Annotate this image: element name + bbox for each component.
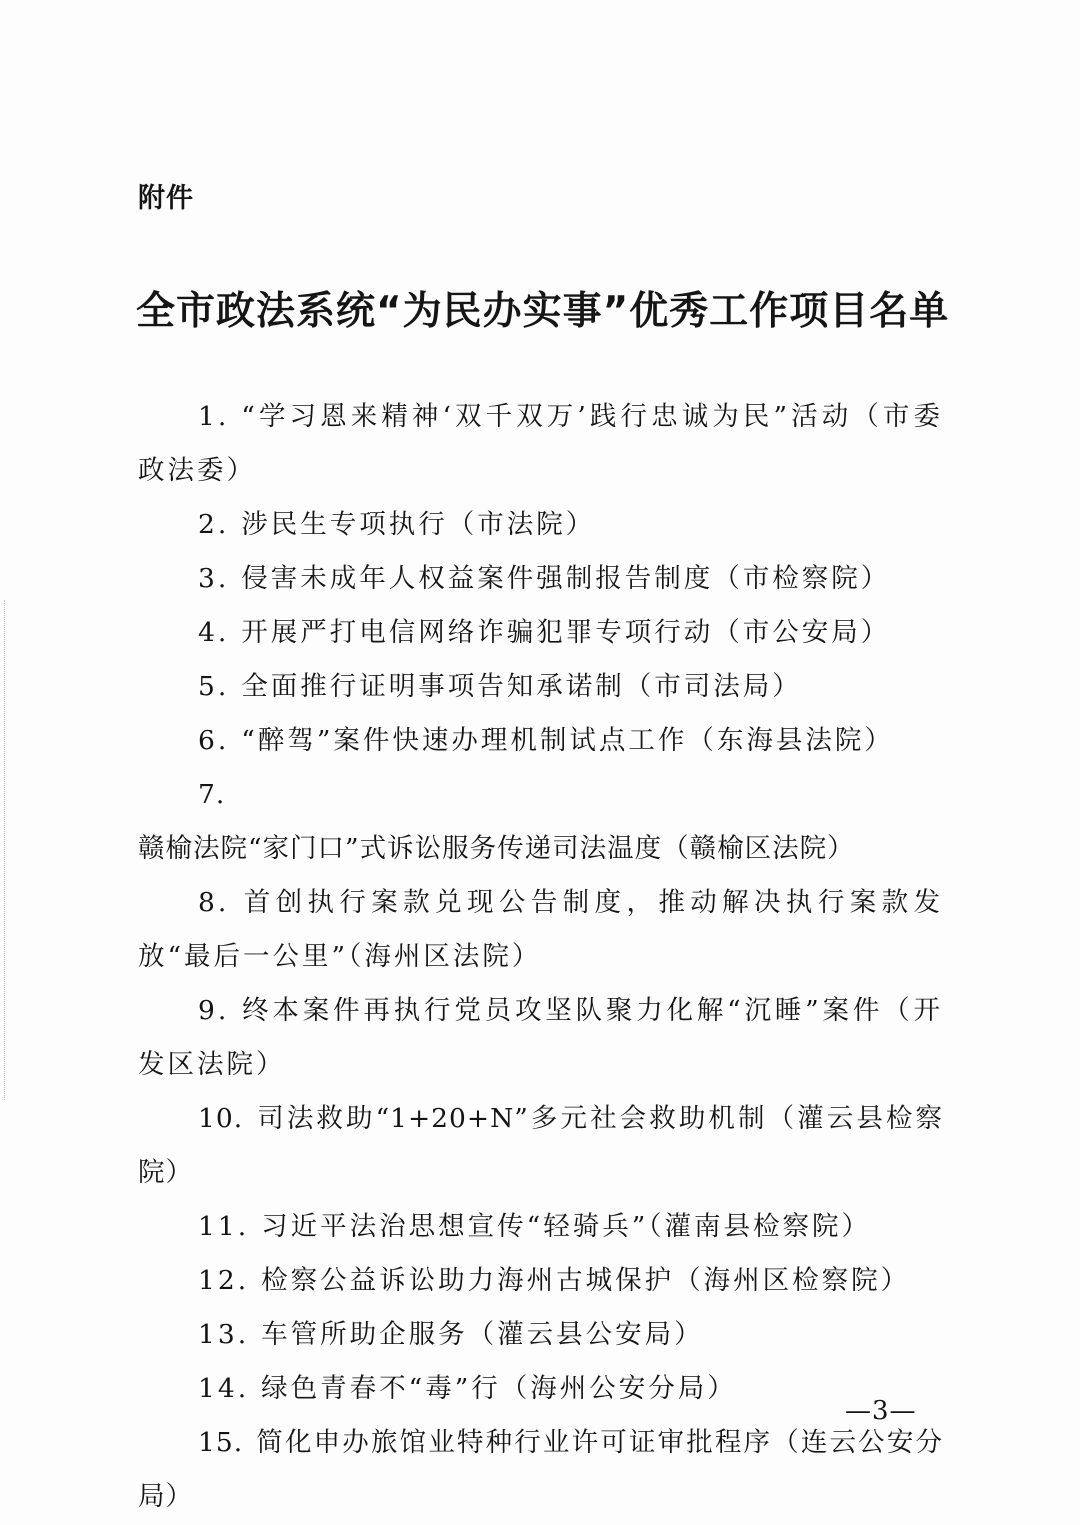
item-number: 6. — [198, 725, 230, 756]
item-number: 3. — [198, 563, 230, 594]
project-list — [138, 390, 943, 1524]
item-number: 10. — [198, 1103, 244, 1134]
list-item — [138, 1416, 943, 1524]
item-text: 车管所助企服务（灌云县公安局） — [261, 1319, 704, 1350]
item-number: 12. — [198, 1265, 250, 1296]
item-text: 检察公益诉讼助力海州古城保护（海州区检察院） — [261, 1265, 911, 1296]
item-number: 15. — [198, 1427, 244, 1458]
list-item — [138, 714, 943, 768]
attachment-label: 附件 — [138, 183, 194, 214]
item-text: 侵害未成年人权益案件强制报告制度（市检察院） — [241, 563, 891, 594]
item-number: 1. — [198, 401, 230, 432]
list-item — [138, 552, 943, 606]
item-text: 全面推行证明事项告知承诺制（市司法局） — [241, 671, 802, 702]
item-number: 8. — [198, 887, 230, 918]
item-text: 习近平法治思想宣传“轻骑兵”（灌南县检察院） — [261, 1211, 872, 1242]
list-item — [138, 984, 943, 1092]
item-text: 绿色青春不“毒”行（海州公安分局） — [261, 1373, 737, 1404]
list-item — [138, 1254, 943, 1308]
list-item — [138, 660, 943, 714]
list-item — [138, 1308, 943, 1362]
binding-edge-divider — [4, 600, 6, 1100]
item-text: 开展严打电信网络诈骗犯罪专项行动（市公安局） — [241, 617, 891, 648]
list-item — [138, 1092, 943, 1200]
item-text: “学习恩来精神‘双千双万’践行忠诚为民”活动（市委政法委） — [138, 401, 943, 486]
item-number: 5. — [198, 671, 230, 702]
list-item — [138, 390, 943, 498]
item-number: 9. — [198, 995, 230, 1026]
list-item — [138, 498, 943, 552]
list-item — [138, 768, 943, 876]
list-item — [138, 1200, 943, 1254]
list-item — [138, 1362, 943, 1416]
item-text: 司法救助“1+20+N”多元社会救助机制（灌云县检察院） — [138, 1103, 943, 1188]
item-text: 涉民生专项执行（市法院） — [241, 509, 596, 540]
item-number: 4. — [198, 617, 230, 648]
item-number: 2. — [198, 509, 230, 540]
list-item — [138, 606, 943, 660]
item-number: 14. — [198, 1373, 250, 1404]
item-number: 11. — [198, 1211, 250, 1242]
item-text: “醉驾”案件快速办理机制试点工作（东海县法院） — [241, 725, 894, 756]
document-title: 全市政法系统“为民办实事”优秀工作项目名单 — [136, 289, 950, 334]
item-number: 7. — [198, 779, 226, 810]
item-text: 简化申办旅馆业特种行业许可证审批程序（连云公安分局） — [138, 1427, 943, 1512]
item-text: 首创执行案款兑现公告制度，推动解决执行案款发放“最后一公里”（海州区法院） — [138, 887, 943, 972]
item-text: 终本案件再执行党员攻坚队聚力化解“沉睡”案件（开发区法院） — [138, 995, 943, 1080]
page-number: —3— — [845, 1396, 917, 1426]
list-item — [138, 876, 943, 984]
item-text: 赣榆法院“家门口”式诉讼服务传递司法温度（赣榆区法院） — [138, 833, 855, 864]
item-number: 13. — [198, 1319, 250, 1350]
